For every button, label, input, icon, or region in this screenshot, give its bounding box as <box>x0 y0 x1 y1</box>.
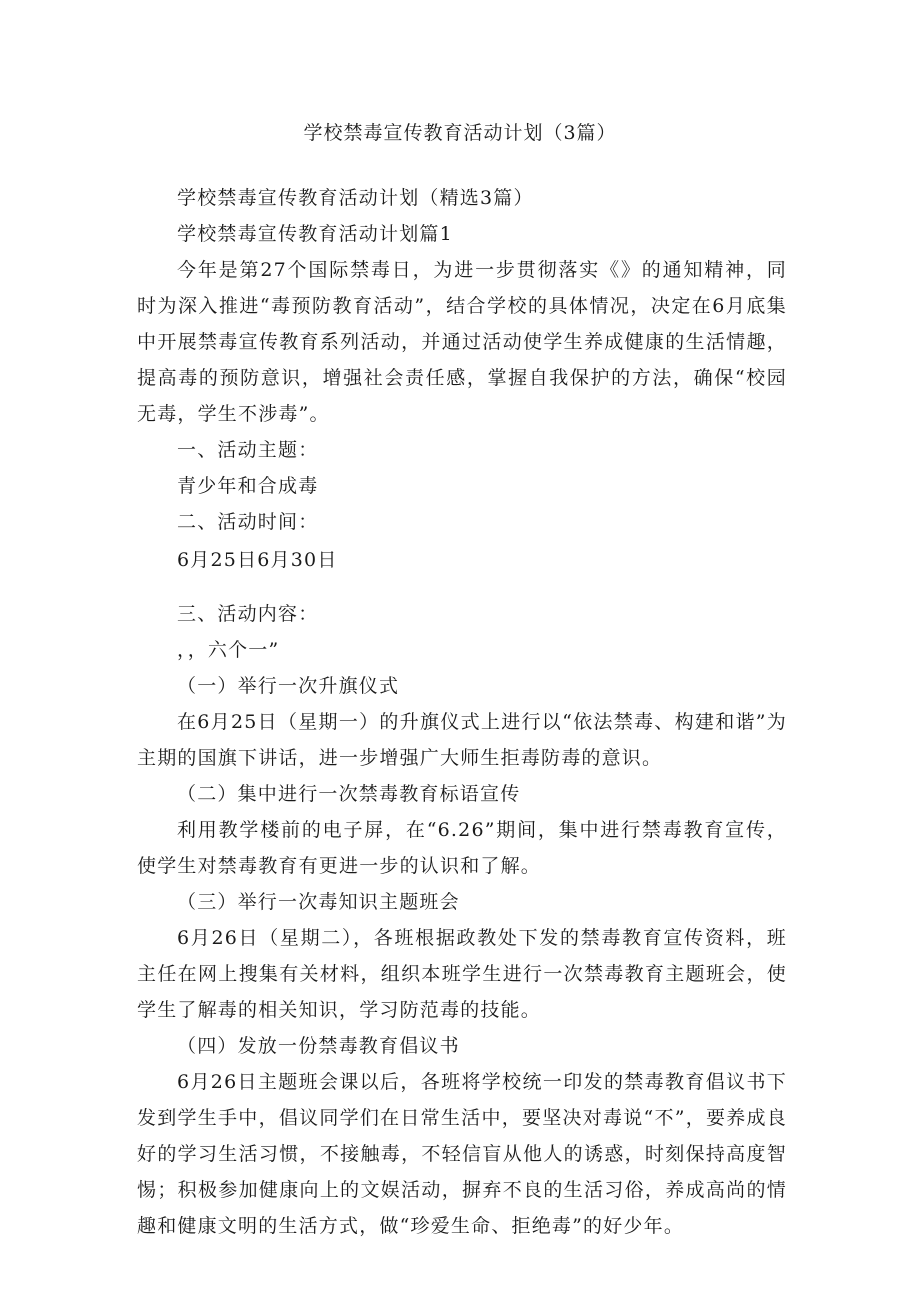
heading-content: 三、活动内容： <box>177 603 319 625</box>
paragraph-subtitle: 学校禁毒宣传教育活动计划（精选3篇） <box>177 187 534 209</box>
heading-theme: 一、活动主题： <box>177 439 319 461</box>
heading-item-2: （二）集中进行一次禁毒教育标语宣传 <box>177 783 521 805</box>
paragraph-intro: 今年是第27个国际禁毒日，为进一步贯彻落实《》的通知精神，同时为深入推进“毒预防教育活动”，结合学校的具体情况，决定在6月底集中开展禁毒宣传教育系列活动，并通过活动使学生养成健康的生活情趣，提高毒的预防意识，增强社会责任感，掌握自我保护的方法，确保“校园无毒，学生不涉毒”。 <box>137 259 787 425</box>
paragraph-time: 6月25日6月30日 <box>177 549 338 571</box>
paragraph-item-4: 6月26日主题班会课以后，各班将学校统一印发的禁毒教育倡议书下发到学生手中，倡议同学们在日常生活中，要坚决对毒说“不”，要养成良好的学习生活习惯，不接触毒，不轻信盲从他人的诱惑，时刻保持高度智惕；积极参加健康向上的文娱活动，摒弃不良的生活习俗，养成高尚的情趣和健康文明的生活方式，做“珍爱生命、拒绝毒”的好少年。 <box>137 1071 787 1237</box>
paragraph-item-2: 利用教学楼前的电子屏，在“6.26”期间，集中进行禁毒教育宣传，使学生对禁毒教育有更进一步的认识和了解。 <box>137 819 787 877</box>
document-body <box>137 180 787 1244</box>
paragraph-item-1: 在6月25日（星期一）的升旗仪式上进行以“依法禁毒、构建和谐”为主期的国旗下讲话，进一步增强广大师生拒毒防毒的意识。 <box>137 711 787 769</box>
paragraph-six-ones: ，，六个一” <box>177 639 280 661</box>
heading-time: 二、活动时间： <box>177 511 319 533</box>
heading-item-4: （四）发放一份禁毒教育倡议书 <box>177 1035 460 1057</box>
heading-item-1: （一）举行一次升旗仪式 <box>177 675 400 697</box>
document-title: 学校禁毒宣传教育活动计划（3篇） <box>303 122 617 144</box>
paragraph-theme: 青少年和合成毒 <box>177 475 319 497</box>
heading-item-3: （三）举行一次毒知识主题班会 <box>177 891 460 913</box>
paragraph-item-3: 6月26日（星期二），各班根据政教处下发的禁毒教育宣传资料，班主任在网上搜集有关材料，组织本班学生进行一次禁毒教育主题班会，使学生了解毒的相关知识，学习防范毒的技能。 <box>137 927 787 1021</box>
paragraph-section-heading: 学校禁毒宣传教育活动计划篇1 <box>177 223 453 245</box>
